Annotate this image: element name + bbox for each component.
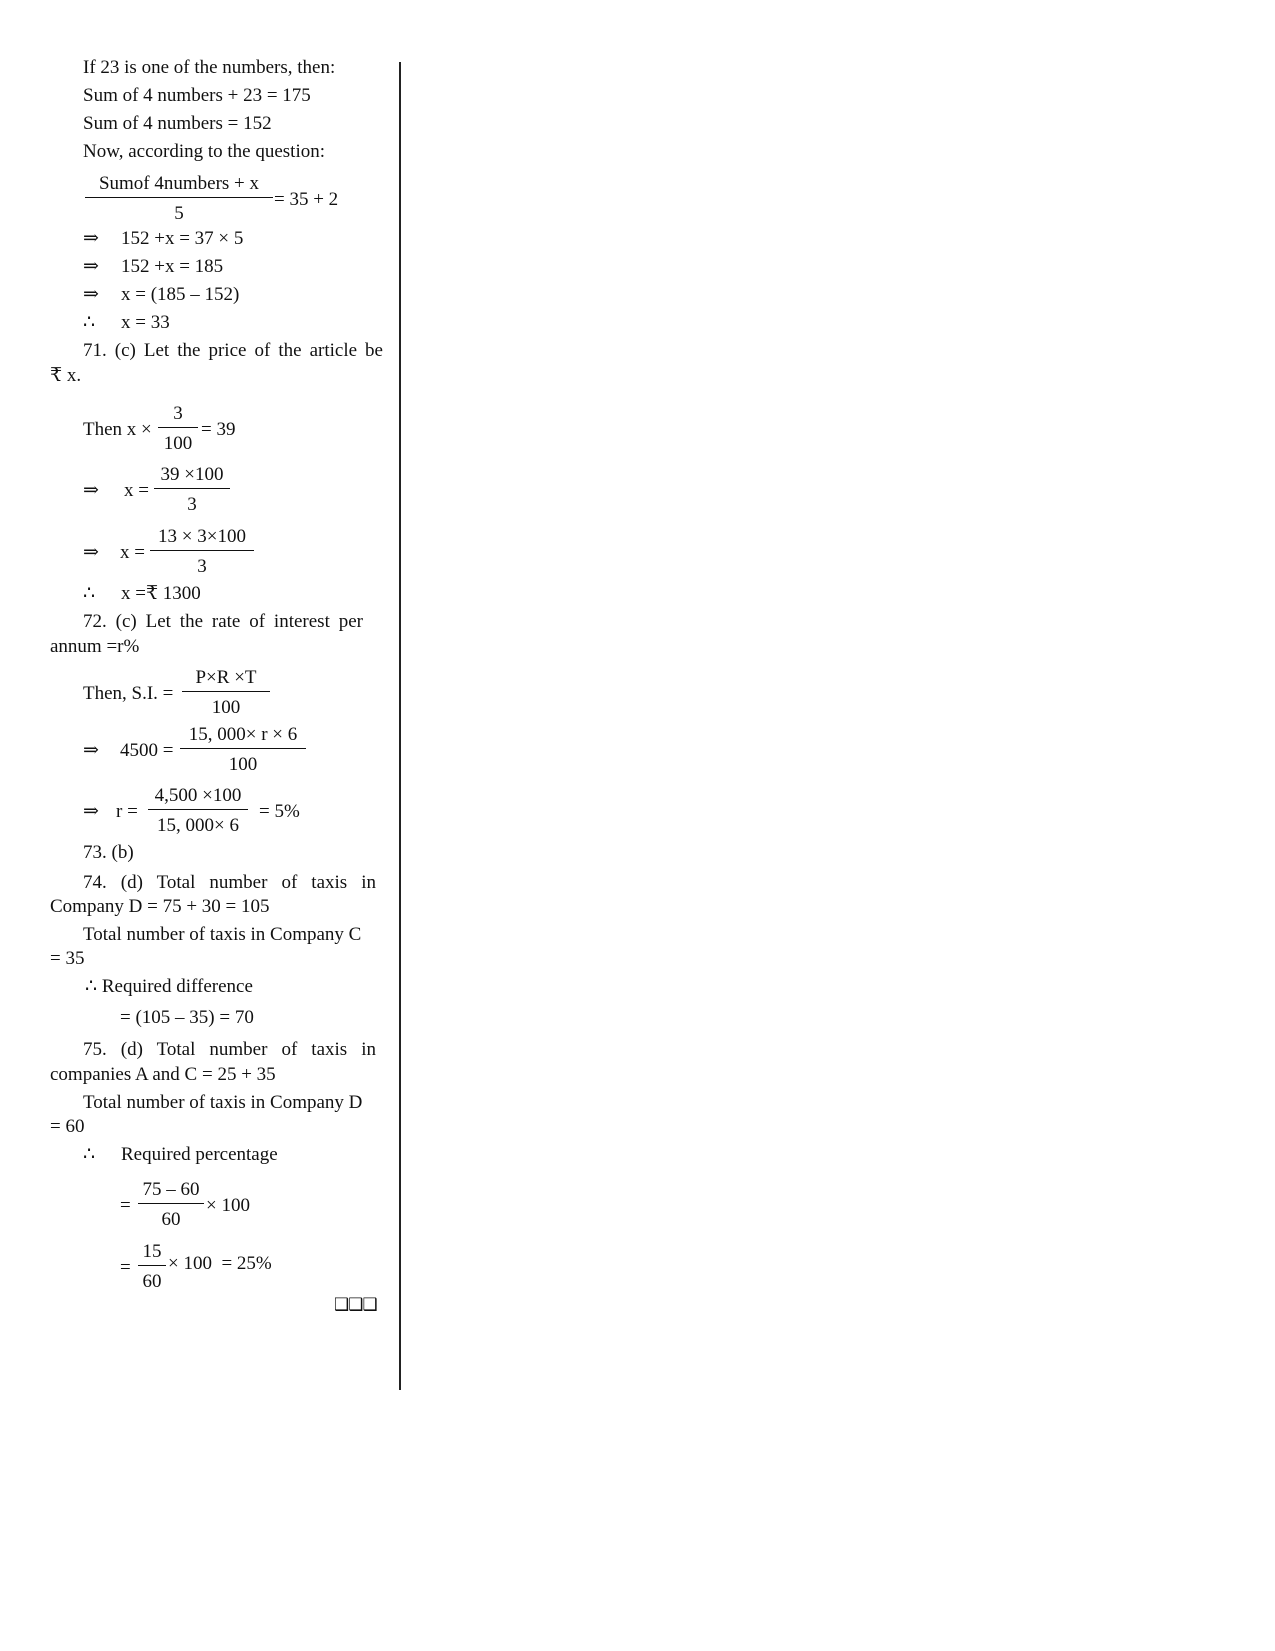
fraction-denominator: 60 <box>161 1209 181 1230</box>
fraction-denominator: 100 <box>211 697 241 718</box>
equation-text: x = (185 – 152) <box>121 284 240 305</box>
fraction <box>85 174 273 223</box>
question-73-heading: 73. (b) <box>83 842 134 863</box>
text-line: Company D = 75 + 30 = 105 <box>50 896 270 917</box>
fraction-numerator: P×R ×T <box>182 668 270 692</box>
fraction <box>138 1242 166 1291</box>
text-line: Total number of taxis in Company D <box>83 1092 363 1113</box>
fraction-numerator: 39 ×100 <box>154 465 230 489</box>
implies-symbol: ⇒ <box>83 228 99 249</box>
equals-sign: = <box>120 1257 131 1278</box>
text-line: Sum of 4 numbers + 23 = 175 <box>83 85 311 106</box>
equation-text: 152 +x = 185 <box>121 256 224 277</box>
text-line: companies A and C = 25 + 35 <box>50 1064 276 1085</box>
question-72-heading: 72. (c) Let the rate of interest per <box>83 611 363 632</box>
therefore-symbol: ∴ <box>83 312 96 333</box>
text-line: = 60 <box>50 1116 85 1137</box>
equation-text: x =₹ 1300 <box>121 583 201 604</box>
fraction-numerator: 4,500 ×100 <box>148 786 248 810</box>
fraction-numerator: 15 <box>138 1242 166 1266</box>
fraction-denominator: 100 <box>163 433 193 454</box>
equation-text: x = 33 <box>121 312 170 333</box>
fraction <box>150 527 254 576</box>
end-of-section-mark: ❑❑❑ <box>334 1295 377 1315</box>
equation-line <box>83 584 201 603</box>
text-line: Total number of taxis in Company C <box>83 924 362 945</box>
equation-line <box>83 257 223 276</box>
implies-symbol: ⇒ <box>83 256 99 277</box>
fraction-denominator: 3 <box>187 494 197 515</box>
equation-text: Required percentage <box>121 1144 278 1165</box>
equation-line <box>83 1145 278 1164</box>
equation-lhs: x = <box>124 480 149 501</box>
implies-symbol: ⇒ <box>83 480 99 501</box>
implies-symbol: ⇒ <box>83 284 99 305</box>
equation-lhs: Then, S.I. = <box>83 683 174 704</box>
text-line: annum =r% <box>50 636 140 657</box>
fraction-denominator: 100 <box>228 754 258 775</box>
equation-lhs: 4500 = <box>120 740 174 761</box>
implies-symbol: ⇒ <box>83 801 99 822</box>
fraction <box>180 725 306 774</box>
fraction <box>182 668 270 717</box>
equation-line <box>83 229 243 248</box>
text-line: ₹ x. <box>50 365 82 386</box>
equation-rhs: = 5% <box>259 801 300 822</box>
fraction-numerator: 13 × 3×100 <box>150 527 254 551</box>
question-74-heading: 74. (d) Total number of taxis in <box>83 872 376 893</box>
text-line: Sum of 4 numbers = 152 <box>83 113 272 134</box>
fraction-denominator: 3 <box>197 556 207 577</box>
equation-line <box>83 285 239 304</box>
equation-line <box>83 313 170 332</box>
equation-line: = (105 – 35) = 70 <box>120 1007 254 1028</box>
question-75-heading: 75. (d) Total number of taxis in <box>83 1039 376 1060</box>
text-line: If 23 is one of the numbers, then: <box>83 57 336 78</box>
fraction-numerator: Sumof 4numbers + x <box>85 174 273 198</box>
equation-lhs: Then x × <box>83 419 152 440</box>
equation-text: 152 +x = 37 × 5 <box>121 228 244 249</box>
implies-symbol: ⇒ <box>83 740 99 761</box>
equation-rhs: = 35 + 2 <box>274 189 339 210</box>
equation-rhs: × 100 = 25% <box>168 1253 272 1274</box>
question-71-heading: 71. (c) Let the price of the article be <box>83 340 383 361</box>
equation-lhs: x = <box>120 542 145 563</box>
text-line: Now, according to the question: <box>83 141 326 162</box>
text-line: = 35 <box>50 948 85 969</box>
solution-column <box>0 0 400 1400</box>
fraction-denominator: 15, 000× 6 <box>157 815 239 836</box>
column-divider <box>399 62 401 1390</box>
fraction-numerator: 3 <box>158 404 198 428</box>
fraction <box>138 1180 204 1229</box>
equation-lhs: r = <box>116 801 138 822</box>
fraction-numerator: 75 – 60 <box>138 1180 204 1204</box>
fraction-denominator: 5 <box>174 203 184 224</box>
equals-sign: = <box>120 1195 131 1216</box>
therefore-symbol: ∴ <box>83 583 96 604</box>
fraction <box>148 786 248 835</box>
fraction <box>158 404 198 453</box>
fraction <box>154 465 230 514</box>
text-line: ∴ Required difference <box>85 976 253 997</box>
equation-rhs: = 39 <box>201 419 236 440</box>
fraction-numerator: 15, 000× r × 6 <box>180 725 306 749</box>
fraction-denominator: 60 <box>142 1271 162 1292</box>
therefore-symbol: ∴ <box>83 1144 96 1165</box>
equation-rhs: × 100 <box>206 1195 250 1216</box>
implies-symbol: ⇒ <box>83 542 99 563</box>
